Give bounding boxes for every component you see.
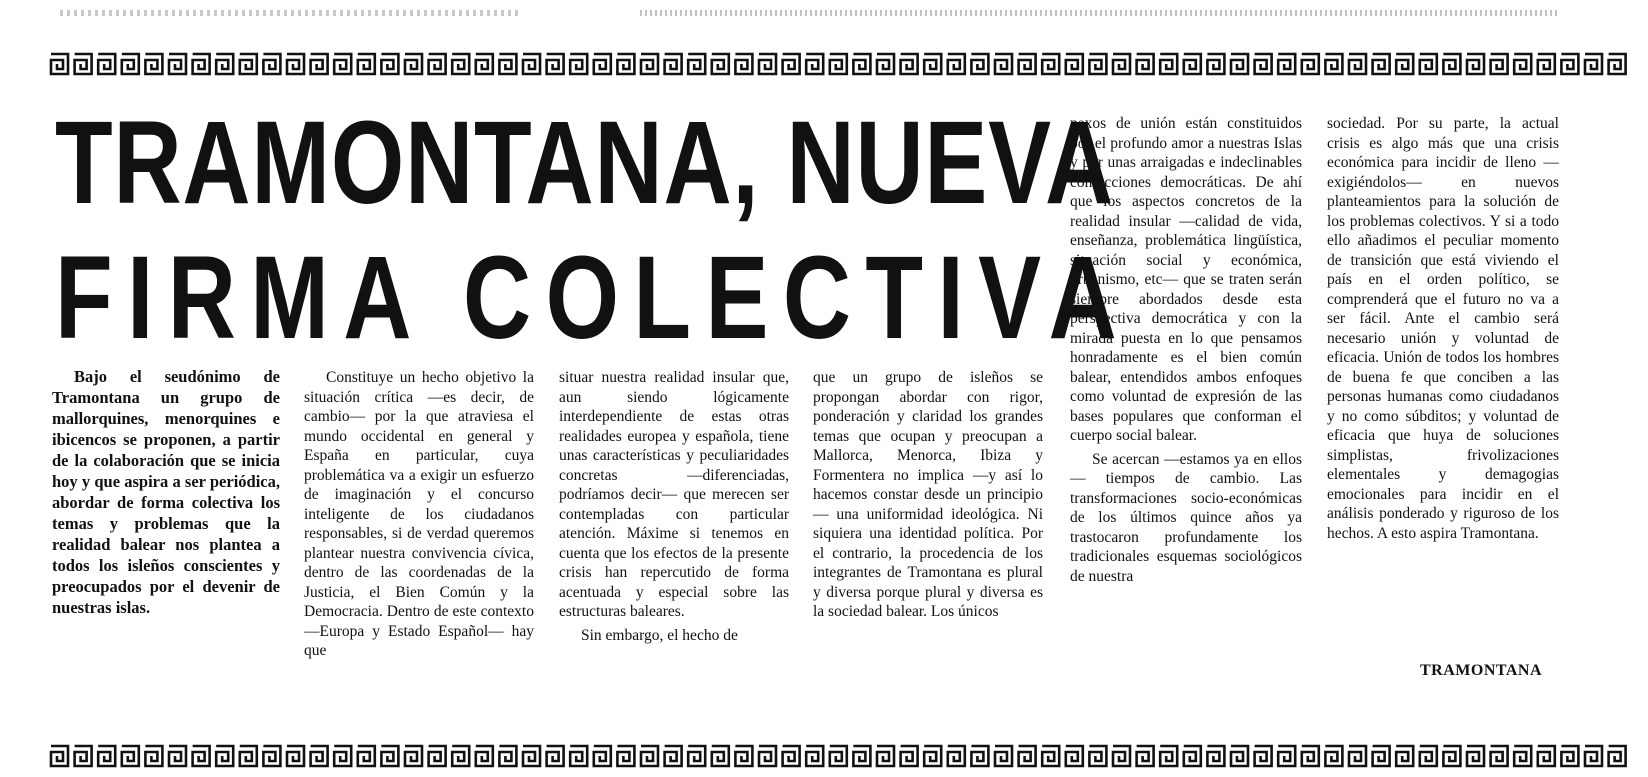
greek-key-unit xyxy=(948,54,965,74)
greek-key-unit xyxy=(1019,746,1036,766)
greek-key-unit xyxy=(877,746,894,766)
greek-key-unit xyxy=(1231,746,1248,766)
greek-key-unit xyxy=(688,746,705,766)
headline xyxy=(55,97,1132,368)
greek-key-unit xyxy=(1302,746,1319,766)
greek-key-unit xyxy=(1207,54,1224,74)
body-column-2 xyxy=(304,368,534,661)
greek-key-unit xyxy=(51,54,68,74)
greek-key-unit xyxy=(381,54,398,74)
greek-key-unit xyxy=(1231,54,1248,74)
greek-key-unit xyxy=(98,54,115,74)
greek-key-unit xyxy=(499,746,516,766)
greek-key-unit xyxy=(570,746,587,766)
greek-key-unit xyxy=(617,54,634,74)
greek-key-unit xyxy=(145,746,162,766)
column-4-text: que un grupo de isleños se propongan abordar con rigor, ponderación y claridad los grandes temas que ocupan y preocupan a Mallorca, Menorca, Ibiza y Formentera no implica —y así lo hacemos constar desde un principio— una uniformidad ideológica. Ni siquiera una identidad política. Por el contrario, la procedencia de los integrantes de Tramontana es plural y diversa porque plural y diversa es la sociedad balear. Los únicos xyxy=(813,369,1043,620)
greek-key-unit xyxy=(523,54,540,74)
greek-key-unit xyxy=(1184,54,1201,74)
greek-key-unit xyxy=(311,54,328,74)
greek-key-unit xyxy=(1325,746,1342,766)
greek-key-unit xyxy=(1160,746,1177,766)
greek-key-unit xyxy=(169,746,186,766)
greek-key-unit xyxy=(901,54,918,74)
greek-key-unit xyxy=(405,746,422,766)
scan-artifact-right xyxy=(640,10,1560,16)
greek-key-unit xyxy=(995,54,1012,74)
greek-key-unit xyxy=(617,746,634,766)
greek-key-unit xyxy=(216,746,233,766)
greek-key-unit xyxy=(381,746,398,766)
body-column-3 xyxy=(559,368,789,645)
greek-key-unit xyxy=(1137,746,1154,766)
column-5-paragraph-1: nexos de unión están constituidos por el profundo amor a nuestras Islas y por unas arraigadas e indeclinables convicciones democráticas. De ahí que los aspectos concretos de la realidad insular —calidad de vida, enseñanza, problemática lingüística, situación social y económica, urbanismo, etc— que se traten serán siempre abordados desde esta perspectiva democrática y con la mirada puesta en lo que pensamos honradamente es el bien común balear, entendidos ambos enfoques como voluntad de expresión de las bases populares que conforman el cuerpo social balear. xyxy=(1070,115,1302,444)
greek-key-unit xyxy=(452,54,469,74)
greek-key-unit xyxy=(901,746,918,766)
greek-key-unit xyxy=(1561,54,1578,74)
greek-key-unit xyxy=(1396,746,1413,766)
greek-key-unit xyxy=(1585,746,1602,766)
greek-key-unit xyxy=(759,746,776,766)
column-3-paragraph-1: situar nuestra realidad insular que, aun siendo lógicamente interdependiente de estas otras realidades europea y española, tiene unas características y peculiaridades concretas —diferenciadas, podríamos decir— que merecen ser contempladas con particular atención. Máxime si tenemos en cuenta que los efectos de la presente crisis han repercutido de forma acentuada y especial sobre las estructuras baleares. xyxy=(559,369,789,620)
greek-key-unit xyxy=(547,54,564,74)
body-column-5 xyxy=(1070,114,1302,586)
greek-key-unit xyxy=(1609,746,1626,766)
greek-key-unit xyxy=(287,746,304,766)
column-6-text: sociedad. Por su parte, la actual crisis es algo más que una crisis económica para incidir de lleno —exigiéndolos— en nuevos planteamientos para la solución de los problemas colectivos. Y si a todo ello añadimos el peculiar momento de transición que está viviendo el país en el orden político, se comprenderá que el futuro no va a ser fácil. Ante el cambio será necesario unión y voluntad de eficacia. Unión de todos los hombres de buena fe que conciben a las personas humanas como ciudadanos y no como súbditos; y voluntad de eficacia que huya de soluciones simplistas, frivolizaciones elementales y demagogias emocionales para incidir en el análisis ponderado y riguroso de los hechos. A esto aspira Tramontana. xyxy=(1327,115,1559,542)
greek-key-unit xyxy=(1585,54,1602,74)
greek-key-unit xyxy=(594,746,611,766)
greek-key-unit xyxy=(429,54,446,74)
greek-key-unit xyxy=(1514,54,1531,74)
greek-key-unit xyxy=(75,746,92,766)
greek-key-unit xyxy=(924,54,941,74)
greek-key-unit xyxy=(1443,746,1460,766)
greek-key-unit xyxy=(1349,746,1366,766)
greek-key-unit xyxy=(499,54,516,74)
greek-key-unit xyxy=(853,746,870,766)
greek-key-unit xyxy=(1467,746,1484,766)
scan-artifact-left xyxy=(60,10,520,16)
greek-key-unit xyxy=(641,746,658,766)
greek-key-unit xyxy=(1255,54,1272,74)
greek-key-unit xyxy=(570,54,587,74)
greek-key-unit xyxy=(1278,54,1295,74)
greek-key-unit xyxy=(1019,54,1036,74)
greek-key-unit xyxy=(1066,746,1083,766)
greek-key-unit xyxy=(759,54,776,74)
greek-key-unit xyxy=(122,54,139,74)
greek-key-unit xyxy=(1561,746,1578,766)
greek-key-unit xyxy=(547,746,564,766)
greek-key-unit xyxy=(452,746,469,766)
column-5-paragraph-2: Se acercan —estamos ya en ellos— tiempos de cambio. Las transformaciones socio-económicas de los últimos quince años ya trastocaron profundamente los tradicionales esquemas sociológicos de nuestra xyxy=(1070,450,1302,585)
greek-key-unit xyxy=(948,746,965,766)
greek-key-unit xyxy=(924,746,941,766)
greek-key-unit xyxy=(1538,746,1555,766)
greek-key-unit xyxy=(334,746,351,766)
greek-key-unit xyxy=(193,746,210,766)
greek-key-unit xyxy=(193,54,210,74)
greek-key-unit xyxy=(877,54,894,74)
greek-key-unit xyxy=(240,54,257,74)
greek-key-unit xyxy=(75,54,92,74)
greek-key-unit xyxy=(476,746,493,766)
greek-key-unit xyxy=(287,54,304,74)
greek-key-unit xyxy=(98,746,115,766)
greek-key-unit xyxy=(1349,54,1366,74)
greek-key-unit xyxy=(334,54,351,74)
greek-key-unit xyxy=(122,746,139,766)
greek-key-unit xyxy=(1609,54,1626,74)
greek-key-unit xyxy=(735,746,752,766)
greek-key-unit xyxy=(1089,746,1106,766)
greek-key-unit xyxy=(806,746,823,766)
greek-key-unit xyxy=(688,54,705,74)
greek-key-unit xyxy=(523,746,540,766)
body-column-4 xyxy=(813,368,1043,622)
greek-key-border-top xyxy=(48,50,1638,78)
greek-key-unit xyxy=(1113,54,1130,74)
greek-key-unit xyxy=(216,54,233,74)
greek-key-unit xyxy=(1255,746,1272,766)
greek-key-unit xyxy=(1042,54,1059,74)
greek-key-border-bottom xyxy=(48,742,1638,770)
greek-key-unit xyxy=(1396,54,1413,74)
greek-key-unit xyxy=(1066,54,1083,74)
greek-key-unit xyxy=(358,54,375,74)
greek-key-unit xyxy=(783,746,800,766)
greek-key-unit xyxy=(1160,54,1177,74)
greek-key-unit xyxy=(995,746,1012,766)
greek-key-unit xyxy=(641,54,658,74)
headline-line-1: TRAMONTANA, NUEVA xyxy=(55,97,1114,229)
greek-key-unit xyxy=(594,54,611,74)
greek-key-unit xyxy=(735,54,752,74)
greek-key-unit xyxy=(712,54,729,74)
greek-key-unit xyxy=(830,746,847,766)
greek-key-unit xyxy=(263,746,280,766)
greek-key-unit xyxy=(263,54,280,74)
greek-key-unit xyxy=(1491,54,1508,74)
greek-key-unit xyxy=(853,54,870,74)
greek-key-unit xyxy=(1373,746,1390,766)
greek-key-unit xyxy=(971,54,988,74)
column-3-paragraph-2: Sin embargo, el hecho de xyxy=(581,626,738,644)
greek-key-unit xyxy=(1420,54,1437,74)
greek-key-unit xyxy=(1302,54,1319,74)
greek-key-unit xyxy=(240,746,257,766)
greek-key-unit xyxy=(1089,54,1106,74)
greek-key-unit xyxy=(169,54,186,74)
lead-paragraph xyxy=(52,366,280,618)
greek-key-unit xyxy=(1467,54,1484,74)
greek-key-unit xyxy=(1113,746,1130,766)
body-column-6 xyxy=(1327,114,1559,543)
greek-key-unit xyxy=(429,746,446,766)
greek-key-unit xyxy=(476,54,493,74)
author-signature: TRAMONTANA xyxy=(1420,662,1543,679)
greek-key-unit xyxy=(51,746,68,766)
greek-key-unit xyxy=(971,746,988,766)
greek-key-unit xyxy=(665,54,682,74)
greek-key-unit xyxy=(358,746,375,766)
greek-key-unit xyxy=(783,54,800,74)
greek-key-unit xyxy=(1325,54,1342,74)
greek-key-unit xyxy=(665,746,682,766)
column-2-text: Constituye un hecho objetivo la situación crítica —es decir, de cambio— por la que atraviesa el mundo occidental en general y España en particular, cuya problemática va a exigir un esfuerzo de imaginación y el concurso inteligente de los ciudadanos responsables, si de verdad queremos plantear nuestra convivencia cívica, dentro de las coordenadas de la Justicia, el Bien Común y la Democracia. Dentro de este contexto —Europa y Estado Español— hay que xyxy=(304,369,534,659)
greek-key-unit xyxy=(1443,54,1460,74)
greek-key-unit xyxy=(1137,54,1154,74)
headline-line-2: FIRMA COLECTIVA xyxy=(55,232,1132,364)
greek-key-unit xyxy=(830,54,847,74)
greek-key-unit xyxy=(712,746,729,766)
greek-key-unit xyxy=(311,746,328,766)
greek-key-unit xyxy=(145,54,162,74)
greek-key-unit xyxy=(1420,746,1437,766)
greek-key-unit xyxy=(1373,54,1390,74)
greek-key-unit xyxy=(1514,746,1531,766)
lead-text: Bajo el seudónimo de Tramontana un grupo de mallorquines, menorquines e ibicencos se proponen, a partir de la colaboración que se inicia hoy y que aspira a ser periódica, abordar de forma colectiva los temas y problemas que la realidad balear nos plantea a todos los isleños conscientes y preocupados por el devenir de nuestras islas. xyxy=(52,367,280,617)
greek-key-unit xyxy=(1491,746,1508,766)
greek-key-unit xyxy=(405,54,422,74)
greek-key-unit xyxy=(1042,746,1059,766)
greek-key-unit xyxy=(1278,746,1295,766)
greek-key-unit xyxy=(1538,54,1555,74)
greek-key-unit xyxy=(1184,746,1201,766)
greek-key-unit xyxy=(1207,746,1224,766)
greek-key-unit xyxy=(806,54,823,74)
